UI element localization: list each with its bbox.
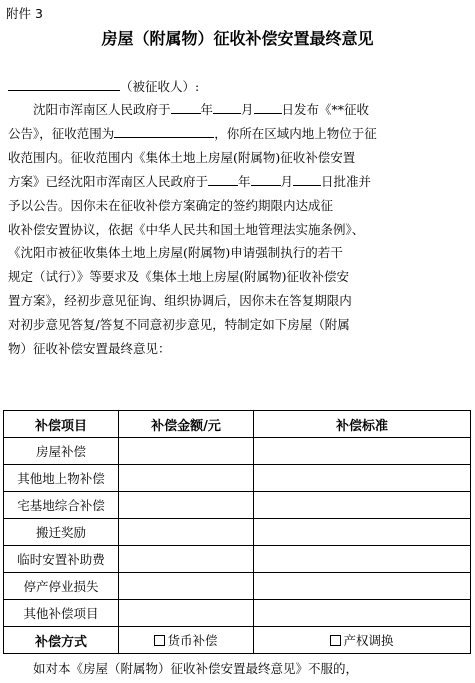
standard-cell[interactable] xyxy=(253,600,470,627)
body-paragraph xyxy=(8,98,466,361)
amount-cell[interactable] xyxy=(119,492,254,519)
row-label: 临时安置补助费 xyxy=(4,546,119,573)
row-label: 停产停业损失 xyxy=(4,573,119,600)
standard-cell[interactable] xyxy=(253,546,470,573)
blank-approval-year xyxy=(208,171,238,186)
body-line-9: 置方案》，经初步意见征询、组织协调后，因你未在答复期限内 xyxy=(8,293,352,309)
row-label: 宅基地综合补偿 xyxy=(4,492,119,519)
option-property[interactable] xyxy=(253,627,470,654)
body-line-10: 对初步意见答复/答复不同意初步意见，特制定如下房屋（附属 xyxy=(8,317,350,333)
row-label: 其他地上物补偿 xyxy=(4,465,119,492)
body-line-2: 公告》，征收范围为 ，你所在区域内地上物位于征 xyxy=(8,122,466,146)
checkbox-icon[interactable] xyxy=(330,635,341,646)
row-label: 搬迁奖励 xyxy=(4,519,119,546)
option-money-label: 货币补偿 xyxy=(167,633,218,648)
table-row xyxy=(4,438,471,465)
table-row xyxy=(4,600,471,627)
blank-approval-day xyxy=(293,171,321,186)
amount-cell[interactable] xyxy=(119,546,254,573)
attachment-label: 附件 3 xyxy=(6,6,43,21)
standard-cell[interactable] xyxy=(253,573,470,600)
standard-cell[interactable] xyxy=(253,438,470,465)
table-row xyxy=(4,465,471,492)
standard-cell[interactable] xyxy=(253,519,470,546)
row-label: 房屋补偿 xyxy=(4,438,119,465)
body-line-3: 收范围内。征收范围内《集体土地上房屋(附属物)征收补偿安置 xyxy=(8,149,356,165)
body-line-1: 沈阳市浑南区人民政府于 年 月 日发布《**征收 xyxy=(8,98,466,122)
method-row xyxy=(4,627,471,654)
body-line-8: 规定（试行）》等要求及《集体土地上房屋(附属物)征收补偿安 xyxy=(8,269,350,285)
blank-month xyxy=(213,99,241,114)
standard-cell[interactable] xyxy=(253,465,470,492)
body-line-7: 《沈阳市被征收集体土地上房屋(附属物)申请强制执行的若干 xyxy=(8,245,343,261)
table-header-row xyxy=(4,411,471,438)
addressee-suffix: （被征收人）: xyxy=(120,79,200,94)
body-line-4: 方案》已经沈阳市浑南区人民政府于 年 月 日批准并 xyxy=(8,170,466,194)
amount-cell[interactable] xyxy=(119,600,254,627)
table-row xyxy=(4,519,471,546)
amount-cell[interactable] xyxy=(119,438,254,465)
option-property-label: 产权调换 xyxy=(343,633,394,648)
body-line-11: 物）征收补偿安置最终意见： xyxy=(8,341,171,357)
header-amount: 补偿金额/元 xyxy=(119,411,254,438)
blank-scope xyxy=(114,123,214,138)
amount-cell[interactable] xyxy=(119,519,254,546)
blank-approval-month xyxy=(251,171,281,186)
closing-line: 如对本《房屋（附属物）征收补偿安置最终意见》不服的， xyxy=(33,661,359,676)
body-line-6: 收补偿安置协议，依据《中华人民共和国土地管理法实施条例》、 xyxy=(8,221,365,237)
table-row xyxy=(4,492,471,519)
blank-day xyxy=(254,99,282,114)
addressee-blank xyxy=(8,76,120,91)
table-row xyxy=(4,546,471,573)
body-line-5: 予以公告。因你未在征收补偿方案确定的签约期限内达成征 xyxy=(8,197,334,213)
checkbox-icon[interactable] xyxy=(154,635,165,646)
header-standard: 补偿标准 xyxy=(253,411,470,438)
document-title: 房屋（附属物）征收补偿安置最终意见 xyxy=(101,29,374,48)
amount-cell[interactable] xyxy=(119,465,254,492)
row-label: 其他补偿项目 xyxy=(4,600,119,627)
table-row xyxy=(4,573,471,600)
amount-cell[interactable] xyxy=(119,573,254,600)
method-label: 补偿方式 xyxy=(4,627,119,654)
blank-year xyxy=(171,99,201,114)
compensation-table xyxy=(3,410,471,654)
standard-cell[interactable] xyxy=(253,492,470,519)
addressee-line xyxy=(8,76,199,96)
header-item: 补偿项目 xyxy=(4,411,119,438)
option-money[interactable] xyxy=(119,627,254,654)
